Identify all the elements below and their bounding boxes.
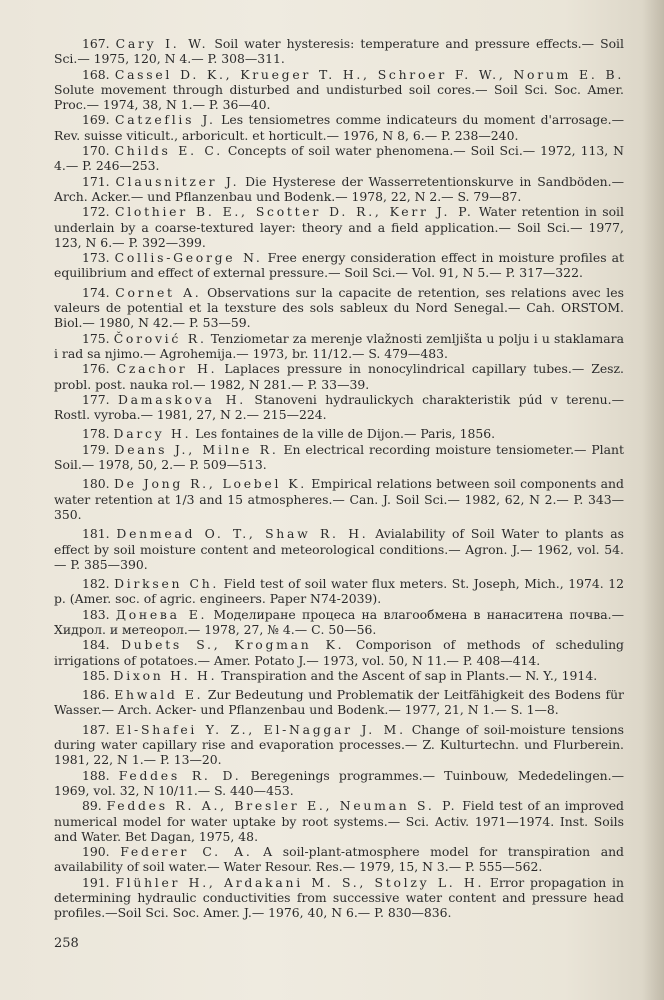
entry-citation: Concepts of soil water phenomena.— Soil Sci.— 1972, 113, N 4.— P. 246—253. xyxy=(54,143,624,174)
entry-number: 186. xyxy=(82,687,110,703)
entry-authors: Feddes R. D. xyxy=(118,767,242,783)
entry-authors: Flühler H., Ardakani M. S., Stolzy L. H. xyxy=(115,874,485,890)
entry-citation: Free energy consideration effect in moisture profiles at equilibrium and effect of external pressure.— Soil Sci.— Vol. 91, N 5.— P. 317—322. xyxy=(54,250,624,281)
bibliography-entry xyxy=(54,668,624,683)
entry-citation: Stanoveni hydraulickych charakteristik púd v terenu.— Rostl. vyroba.— 1981, 27, N 2.— 215—224. xyxy=(54,391,624,423)
entry-citation: A soil-plant-atmosphere model for transpiration and availability of soil water.— Water Resour. Res.— 1979, 15, N 3.— P. 555—562. xyxy=(54,844,624,875)
entry-authors: Čorović R. xyxy=(113,330,207,346)
entry-citation: Les fontaines de la ville de Dijon.— Paris, 1856. xyxy=(195,426,496,442)
bibliography-entry xyxy=(54,526,624,572)
bibliography-entry xyxy=(54,768,624,799)
entry-authors: Dubets S., Krogman K. xyxy=(121,637,345,653)
entry-authors: Darcy H. xyxy=(113,426,192,442)
entry-number: 89. xyxy=(82,798,102,814)
entry-citation: Les tensiometres comme indicateurs du moment d'arrosage.— Rev. suisse viticult., arboricult. et horticult.— 1976, N 8, 6.— P. 238—240. xyxy=(54,112,624,143)
bibliography-entry xyxy=(54,36,624,67)
entry-authors: El-Shafei Y. Z., El-Naggar J. M. xyxy=(115,721,406,737)
bibliography-entry xyxy=(54,143,624,174)
entry-authors: Deans J., Milne R. xyxy=(114,441,279,457)
entry-number: 176. xyxy=(82,361,110,377)
entry-authors: Clausnitzer J. xyxy=(115,173,240,189)
entry-authors: Federer C. A. xyxy=(120,844,253,860)
entry-number: 181. xyxy=(82,526,110,542)
bibliography-entry xyxy=(54,576,624,607)
entry-citation: Change of soil-moisture tensions during water capillary rise and evaporation processes.— Z. Kulturtechn. und Flurberein. 1981, 22, N 1.— P. 13—20. xyxy=(54,721,624,768)
page-edge-shadow xyxy=(642,0,664,1000)
entry-authors: Dixon H. H. xyxy=(113,667,218,683)
entry-authors: Cary I. W. xyxy=(115,36,209,51)
entry-authors: Dirksen Ch. xyxy=(114,576,220,592)
entry-authors: Collis-George N. xyxy=(114,250,263,266)
entry-citation: En electrical recording moisture tensiometer.— Plant Soil.— 1978, 50, 2.— P. 509—513. xyxy=(54,441,624,473)
entry-authors: Feddes R. A., Bresler E., Neuman S. P. xyxy=(106,798,458,814)
entry-number: 185. xyxy=(82,667,110,683)
entry-number: 179. xyxy=(82,441,110,457)
bibliography-entry xyxy=(54,637,624,668)
bibliography-entry xyxy=(54,798,624,844)
entry-citation: Solute movement through disturbed and undisturbed soil cores.— Soil Sci. Soc. Amer. Proc.— 1974, 38, N 1.— P. 36—40. xyxy=(54,81,624,113)
entry-number: 168. xyxy=(82,66,110,82)
entry-number: 175. xyxy=(82,330,110,346)
entry-authors: Damaskova H. xyxy=(117,391,246,407)
entry-number: 169. xyxy=(82,112,110,128)
entry-citation: Моделиране процеса на влагообмена в нанаситена почва.— Хидрол. и метеорол.— 1978, 27, № 4.— С. 50—56. xyxy=(54,606,624,637)
entry-citation: Laplaces pressure in nonocylindrical capillary tubes.— Zesz. probl. post. nauka rol.— 1982, N 281.— P. 33—39. xyxy=(54,361,624,392)
entry-citation: Observations sur la capacite de retention, ses relations avec les valeurs de potential et la texsture des sols sableux du Nord Senegal.— Cah. ORSTOM. Biol.— 1980, N 42.— P. 53—59. xyxy=(54,284,624,331)
entry-citation: Comporison of methods of scheduling irrigations of potatoes.— Amer. Potato J.— 1973, vol. 50, N 11.— P. 408—414. xyxy=(54,637,624,668)
entry-citation: Tenziometar za merenje vlažnosti zemljišta u polju i u staklamara i rad sa njimo.— Agrohemija.— 1973, br. 11/12.— S. 479—483. xyxy=(54,330,624,361)
bibliography-entry xyxy=(54,285,624,331)
bibliography-entry xyxy=(54,607,624,638)
entry-citation: Beregenings programmes.— Tuinbouw, Mededelingen.— 1969, vol. 32, N 10/11.— S. 440—453. xyxy=(54,767,624,798)
bibliography-entry xyxy=(54,67,624,113)
entry-number: 183. xyxy=(82,606,110,622)
entry-number: 170. xyxy=(82,143,110,159)
entry-number: 178. xyxy=(82,426,110,442)
entry-citation: Error propagation in determining hydraulic conductivities from successive water content and pressure head profiles.—Soil Sci. Soc. Amer. J.— 1976, 40, N 6.— P. 830—836. xyxy=(54,874,624,921)
entry-number: 187. xyxy=(82,721,110,737)
bibliography-entry xyxy=(54,174,624,205)
bibliography-list xyxy=(54,36,624,921)
entry-number: 188. xyxy=(82,767,110,783)
bibliography-entry xyxy=(54,875,624,921)
entry-authors: Ehwald E. xyxy=(114,687,204,703)
page-number: 258 xyxy=(54,936,79,951)
entry-authors: Childs E. C. xyxy=(114,143,223,159)
entry-number: 191. xyxy=(82,874,110,890)
entry-number: 184. xyxy=(82,637,110,653)
bibliography-entry xyxy=(54,250,624,281)
entry-authors: Czachor H. xyxy=(116,361,218,377)
entry-authors: Cornet A. xyxy=(115,284,202,300)
entry-citation: Soil water hysteresis: temperature and pressure effects.— Soil Sci.— 1975, 120, N 4.— P. 308—311. xyxy=(54,36,624,67)
entry-number: 180. xyxy=(82,476,110,492)
entry-citation: Water retention in soil underlain by a coarse-textured layer: theory and a field application.— Soil Sci.— 1977, 123, N 6.— P. 392—399. xyxy=(54,204,624,250)
bibliography-entry xyxy=(54,442,624,473)
bibliography-entry xyxy=(54,361,624,392)
entry-citation: Avialability of Soil Water to plants as effect by soil moisture content and meteorological conditions.— Agron. J.— 1962, vol. 54.— P. 385—390. xyxy=(54,526,624,572)
bibliography-entry xyxy=(54,687,624,718)
bibliography-entry xyxy=(54,331,624,362)
entry-citation: Die Hysterese der Wasserretentionskurve in Sandböden.— Arch. Acker.— und Pflanzenbau und Bodenk.— 1978, 22, N 2.— S. 79—87. xyxy=(54,173,624,204)
entry-number: 167. xyxy=(82,36,110,51)
bibliography-entry xyxy=(54,426,624,441)
entry-authors: Донева Е. xyxy=(115,606,208,622)
entry-citation: Zur Bedeutung und Problematik der Leitfähigkeit des Bodens für Wasser.— Arch. Acker- und Pflanzenbau und Bodenk.— 1977, 21, N 1.— S. 1—8. xyxy=(54,687,624,718)
entry-citation: Empirical relations between soil components and water retention at 1/3 and 15 atmospheres.— Can. J. Soil Sci.— 1982, 62, N 2.— P. 343—350. xyxy=(54,476,624,522)
entry-number: 174. xyxy=(82,284,110,300)
entry-citation: Field test of an improved numerical model for water uptake by root systems.— Sci. Activ. 1971—1974. Inst. Soils and Water. Bet Dagan, 1975, 48. xyxy=(54,798,624,844)
bibliography-entry xyxy=(54,112,624,143)
entry-number: 173. xyxy=(82,250,110,266)
bibliography-entry xyxy=(54,722,624,768)
entry-citation: Field test of soil water flux meters. St. Joseph, Mich., 1974. 12 p. (Amer. soc. of agric. engineers. Paper N74-2039). xyxy=(54,576,624,607)
entry-number: 177. xyxy=(82,391,110,407)
entry-authors: Catzeflis J. xyxy=(115,112,216,128)
entry-authors: Cassel D. K., Krueger T. H., Schroer F. W., Norum E. B. xyxy=(114,66,624,82)
entry-number: 190. xyxy=(82,844,110,860)
entry-number: 182. xyxy=(82,576,110,592)
bibliography-entry xyxy=(54,476,624,522)
bibliography-entry xyxy=(54,844,624,875)
entry-authors: De Jong R., Loebel K. xyxy=(113,476,307,492)
entry-number: 171. xyxy=(82,173,110,189)
entry-authors: Denmead O. T., Shaw R. H. xyxy=(116,526,369,542)
entry-authors: Clothier B. E., Scotter D. R., Kerr J. P. xyxy=(114,204,474,220)
bibliography-entry xyxy=(54,392,624,423)
entry-number: 172. xyxy=(82,204,110,220)
bibliography-entry xyxy=(54,204,624,250)
entry-citation: Transpiration and the Ascent of sap in Plants.— N. Y., 1914. xyxy=(221,667,598,683)
